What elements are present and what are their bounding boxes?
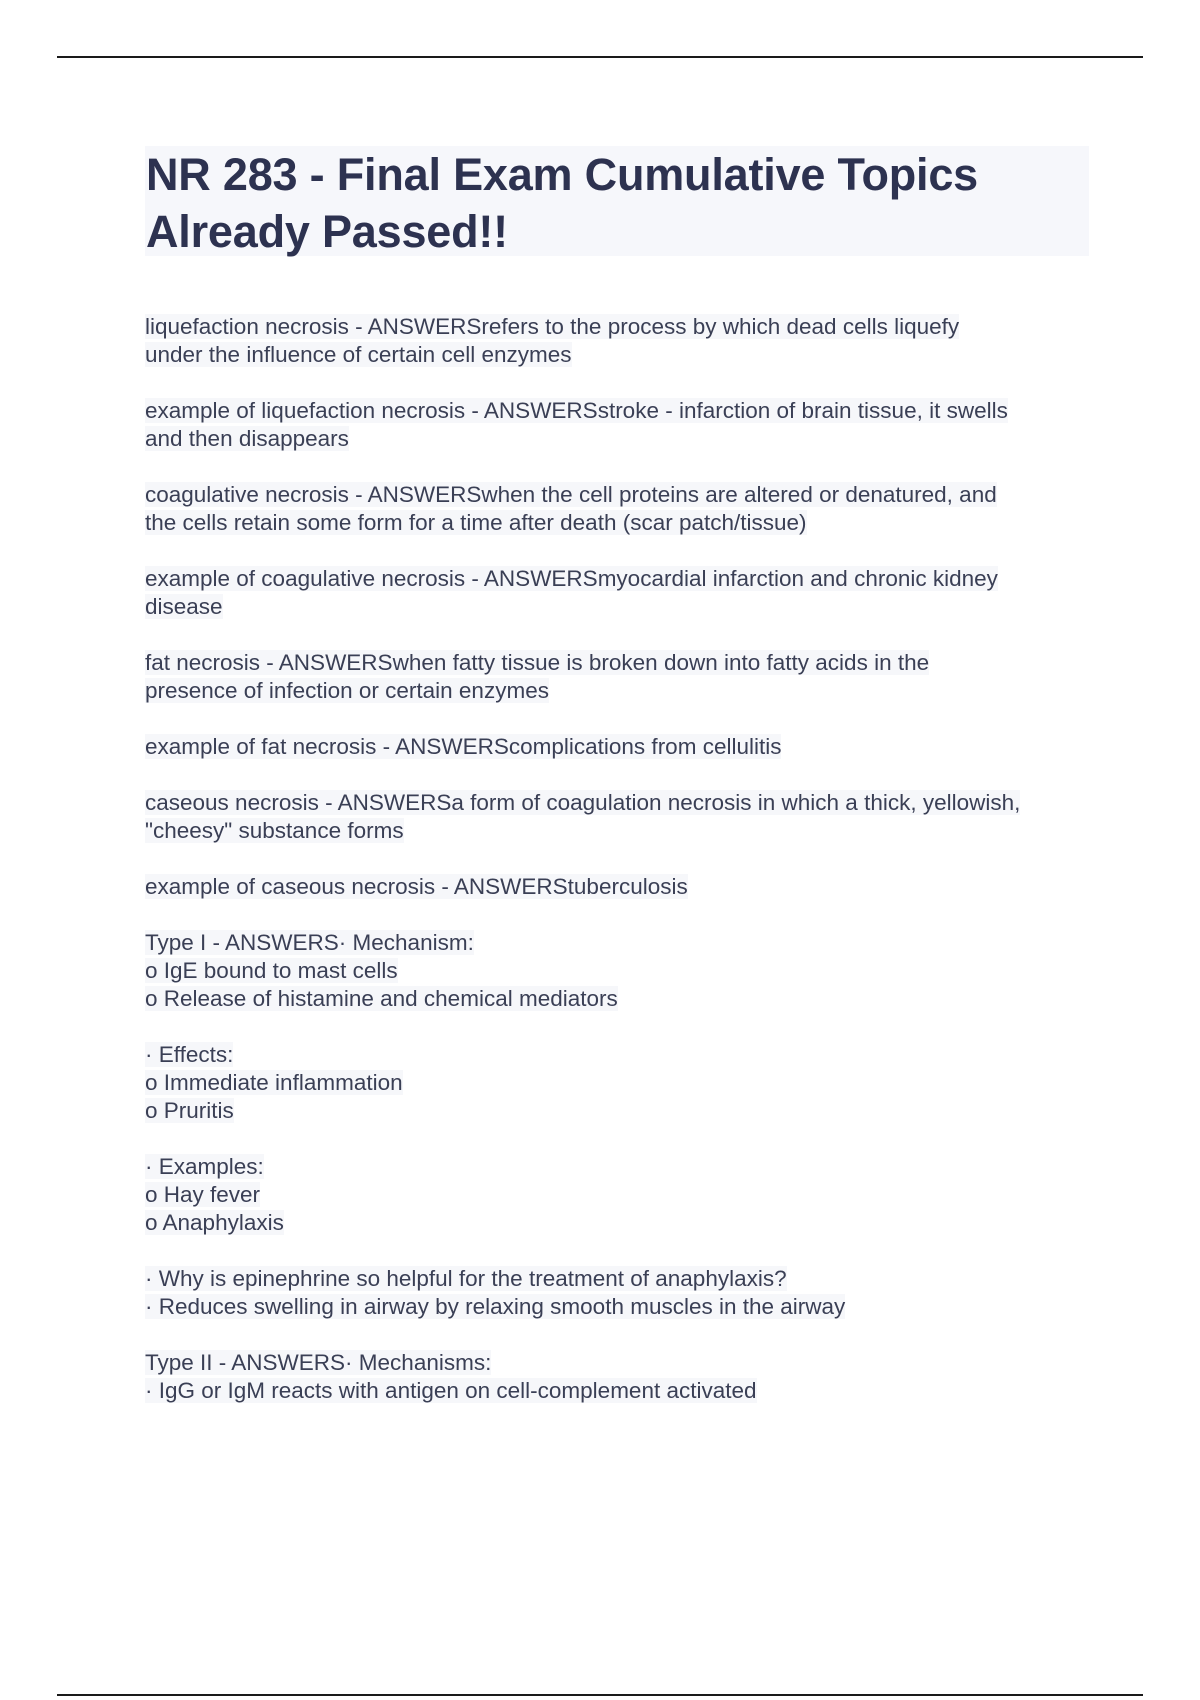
text-line: Type II - ANSWERS· Mechanisms: [145, 1350, 492, 1375]
entry-liquefaction-necrosis [145, 313, 1095, 369]
entry-example-caseous [145, 873, 1095, 901]
text-line: fat necrosis - ANSWERSwhen fatty tissue is broken down into fatty acids in the [145, 650, 930, 675]
text-line: Type I - ANSWERS· Mechanism: [145, 930, 474, 955]
text-line: o Immediate inflammation [145, 1070, 403, 1095]
text-line: example of coagulative necrosis - ANSWERSmyocardial infarction and chronic kidney [145, 566, 998, 591]
text-line: · Examples: [145, 1154, 264, 1179]
text-line: · IgG or IgM reacts with antigen on cell-complement activated [145, 1378, 757, 1403]
document-title [146, 146, 1076, 260]
document-body [145, 313, 1095, 1433]
text-line: · Reduces swelling in airway by relaxing smooth muscles in the airway [145, 1294, 846, 1319]
entry-example-fat-necrosis [145, 733, 1095, 761]
text-line: · Effects: [145, 1042, 234, 1067]
entry-coagulative-necrosis [145, 481, 1095, 537]
text-line: and then disappears [145, 426, 349, 451]
text-line: o Release of histamine and chemical mediators [145, 986, 618, 1011]
top-rule [57, 56, 1143, 58]
entry-effects [145, 1041, 1095, 1125]
entry-caseous-necrosis [145, 789, 1095, 845]
text-line: disease [145, 594, 223, 619]
text-line: the cells retain some form for a time after death (scar patch/tissue) [145, 510, 807, 535]
entry-example-liquefaction [145, 397, 1095, 453]
entry-type-ii [145, 1349, 1095, 1405]
entry-epinephrine [145, 1265, 1095, 1321]
text-line: coagulative necrosis - ANSWERSwhen the cell proteins are altered or denatured, and [145, 482, 997, 507]
text-line: "cheesy" substance forms [145, 818, 404, 843]
text-line: · Why is epinephrine so helpful for the treatment of anaphylaxis? [145, 1266, 787, 1291]
text-line: example of liquefaction necrosis - ANSWERSstroke - infarction of brain tissue, it swells [145, 398, 1008, 423]
text-line: o Pruritis [145, 1098, 234, 1123]
text-line: o Anaphylaxis [145, 1210, 284, 1235]
entry-fat-necrosis [145, 649, 1095, 705]
bottom-rule [57, 1694, 1143, 1696]
text-line: presence of infection or certain enzymes [145, 678, 549, 703]
text-line: example of caseous necrosis - ANSWERStuberculosis [145, 874, 688, 899]
text-line: under the influence of certain cell enzymes [145, 342, 572, 367]
entry-type-i [145, 929, 1095, 1013]
title-line-1: NR 283 - Final Exam Cumulative Topics [146, 149, 978, 200]
text-line: o IgE bound to mast cells [145, 958, 398, 983]
title-line-2: Already Passed!! [146, 206, 508, 257]
entry-examples [145, 1153, 1095, 1237]
text-line: o Hay fever [145, 1182, 261, 1207]
entry-example-coagulative [145, 565, 1095, 621]
text-line: caseous necrosis - ANSWERSa form of coagulation necrosis in which a thick, yellowish, [145, 790, 1021, 815]
text-line: example of fat necrosis - ANSWERScomplications from cellulitis [145, 734, 782, 759]
text-line: liquefaction necrosis - ANSWERSrefers to the process by which dead cells liquefy [145, 314, 960, 339]
